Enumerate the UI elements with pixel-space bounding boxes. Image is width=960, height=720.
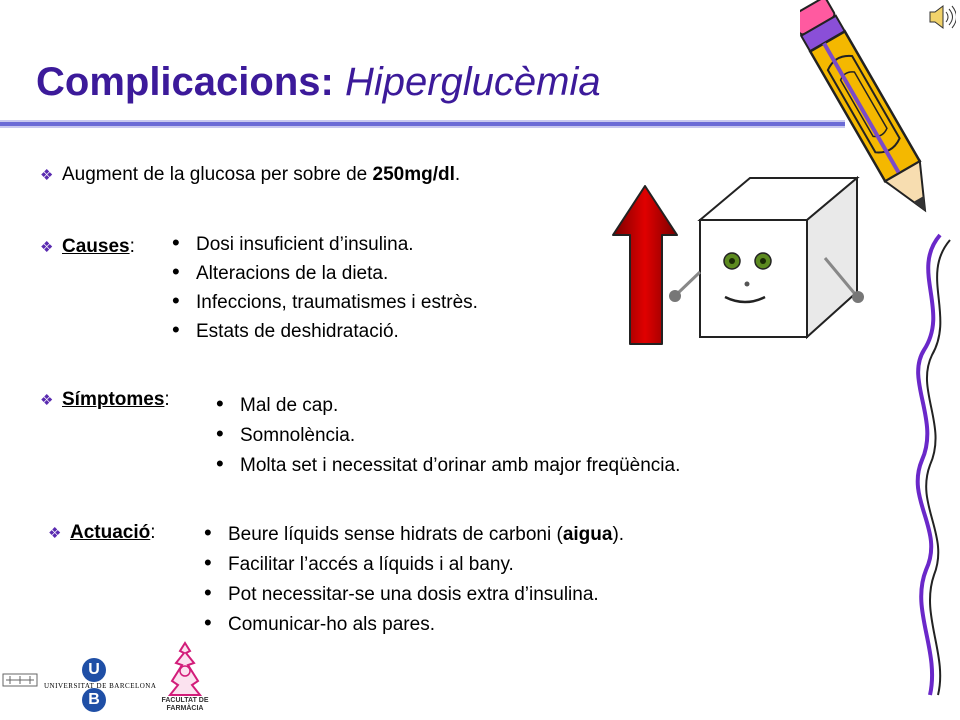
intro-line	[40, 164, 460, 186]
action-colon: :	[150, 522, 156, 543]
action-heading	[48, 522, 156, 544]
list-item	[204, 520, 624, 550]
causes-colon: :	[129, 236, 135, 257]
bullet-diamond-icon: ❖	[40, 392, 54, 409]
symptoms-colon: :	[164, 389, 170, 410]
intro-end: .	[454, 164, 461, 185]
title-sub: Hiperglucèmia	[344, 60, 601, 104]
ub-crest-icon	[0, 668, 40, 692]
symptoms-heading	[40, 389, 170, 411]
symptoms-list	[216, 391, 680, 481]
intro-bold: 250mg/dl	[372, 164, 455, 185]
ub-logo-b: B	[82, 688, 106, 712]
intro-text: Augment de la glucosa per sobre de	[62, 164, 373, 185]
decorative-ribbon	[900, 230, 956, 700]
action-item-end: ).	[612, 524, 625, 545]
ub-name: UNIVERSITAT DE BARCELONA	[44, 682, 157, 690]
faculty-logo-icon	[160, 641, 210, 697]
ub-logo-u: U	[82, 658, 106, 682]
slide-title	[36, 60, 601, 105]
causes-heading	[40, 236, 135, 258]
action-item-bold: aigua	[562, 524, 613, 545]
bullet-diamond-icon: ❖	[48, 525, 62, 542]
causes-label: Causes	[62, 236, 130, 257]
list-item: • Dosi insuficient d’insulina.	[172, 230, 478, 259]
faculty-line-1: FACULTAT DE	[161, 697, 209, 704]
list-item: • Infeccions, traumatismes i estrès.	[172, 288, 478, 317]
list-item: • Pot necessitar-se una dosis extra d’insulina.	[204, 580, 624, 610]
action-item-text: Beure líquids sense hidrats de carboni (	[228, 524, 563, 545]
list-item: • Mal de cap.	[216, 391, 680, 421]
list-item: • Estats de deshidratació.	[172, 317, 478, 346]
faculty-name	[150, 697, 220, 713]
list-item: • Alteracions de la dieta.	[172, 259, 478, 288]
bullet-diamond-icon: ❖	[40, 239, 54, 256]
action-label: Actuació	[70, 522, 151, 543]
title-rule	[0, 120, 845, 128]
list-item: • Comunicar-ho als pares.	[204, 610, 624, 640]
causes-list	[172, 230, 478, 346]
title-main: Complicacions:	[36, 60, 345, 104]
list-item: • Facilitar l’accés a líquids i al bany.	[204, 550, 624, 580]
list-item: • Somnolència.	[216, 421, 680, 451]
action-list	[204, 520, 624, 640]
list-item: • Molta set i necessitat d’orinar amb major freqüència.	[216, 451, 680, 481]
pencil-icon	[800, 0, 945, 230]
faculty-line-2: FARMÀCIA	[166, 705, 204, 712]
symptoms-label: Símptomes	[62, 389, 165, 410]
bullet-diamond-icon: ❖	[40, 167, 54, 184]
